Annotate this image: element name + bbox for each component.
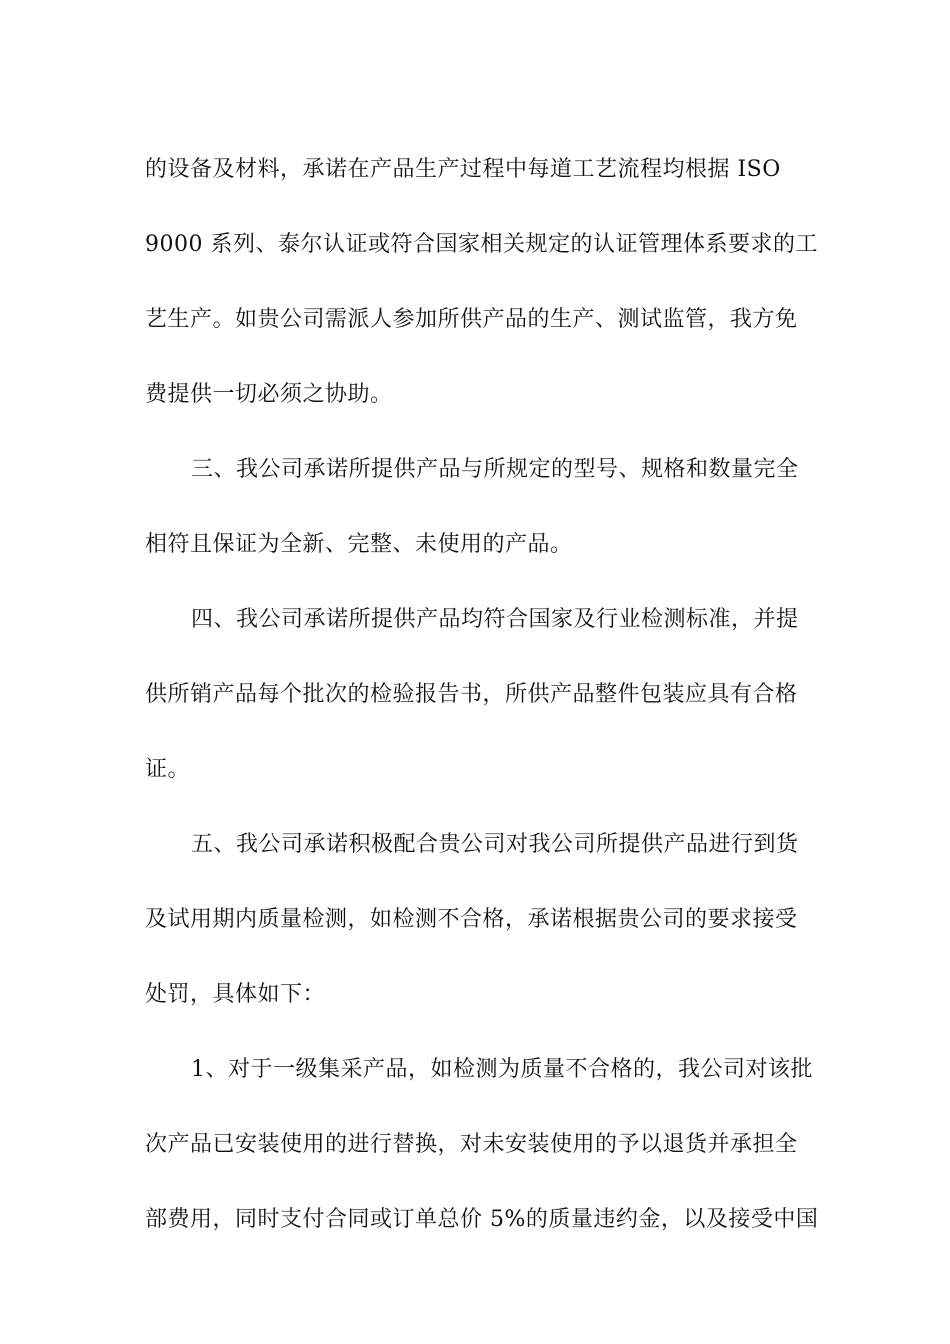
text-line: 的设备及材料，承诺在产品生产过程中每道工艺流程均根据 ISO	[145, 157, 781, 182]
text-line: 证。	[145, 757, 191, 782]
text-line: 及试用期内质量检测，如检测不合格，承诺根据贵公司的要求接受	[145, 907, 798, 932]
text-line: 供所销产品每个批次的检验报告书，所供产品整件包装应具有合格	[145, 682, 798, 707]
text-line: 相符且保证为全新、完整、未使用的产品。	[145, 532, 573, 557]
text-line: 次产品已安装使用的进行替换，对未安装使用的予以退货并承担全	[145, 1132, 798, 1157]
text-line: 1、对于一级集采产品，如检测为质量不合格的，我公司对该批	[191, 1057, 813, 1082]
text-line: 费提供一切必须之协助。	[145, 382, 393, 407]
text-line: 部费用，同时支付合同或订单总价 5%的质量违约金，以及接受中国	[145, 1207, 819, 1232]
paragraph-item-three	[145, 432, 810, 582]
text-line: 9000 系列、泰尔认证或符合国家相关规定的认证管理体系要求的工	[145, 232, 818, 257]
paragraph-subitem-one	[145, 1032, 819, 1257]
text-line: 艺生产。如贵公司需派人参加所供产品的生产、测试监管，我方免	[145, 307, 798, 332]
text-line: 处罚，具体如下：	[145, 982, 326, 1007]
paragraph-process-certification	[145, 132, 818, 432]
paragraph-item-four	[145, 582, 810, 807]
text-line: 四、我公司承诺所提供产品均符合国家及行业检测标准，并提	[191, 607, 799, 632]
paragraph-item-five	[145, 807, 810, 1032]
text-line: 五、我公司承诺积极配合贵公司对我公司所提供产品进行到货	[191, 832, 799, 857]
document-body	[145, 132, 819, 1257]
text-line: 三、我公司承诺所提供产品与所规定的型号、规格和数量完全	[191, 457, 799, 482]
